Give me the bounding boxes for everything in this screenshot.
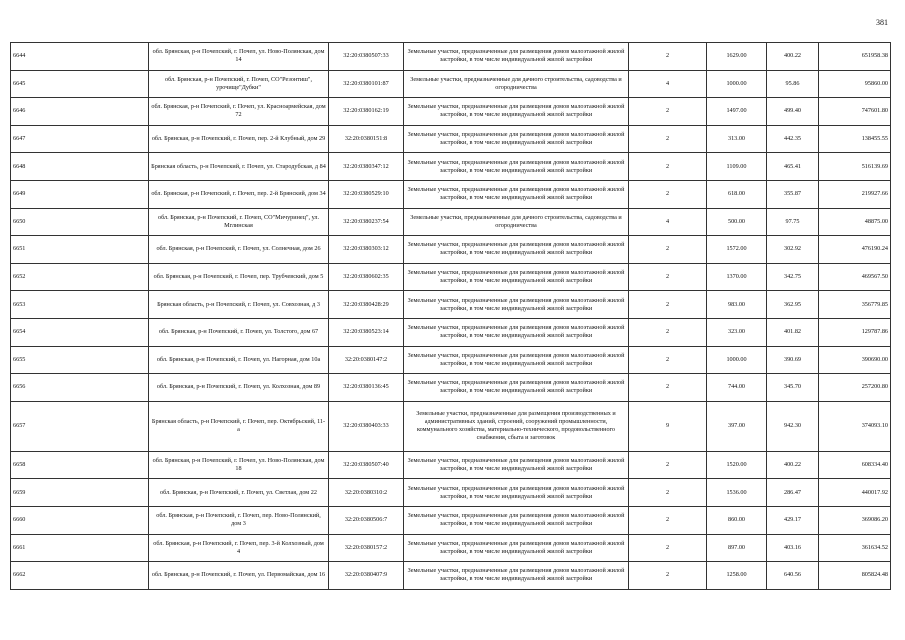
table-row xyxy=(11,98,891,126)
cadastral-value-cell: 129787.86 xyxy=(819,318,891,346)
address-cell: обл. Брянская, р-н Почепский, г. Почеп, ул. Толстого, дом 67 xyxy=(149,318,329,346)
area-cell: 313.00 xyxy=(707,125,767,153)
permitted-use-cell: Земельные участки, предназначенные для размещения домов малоэтажной жилой застройки, в том числе индивидуальной жилой застройки xyxy=(404,506,629,534)
cadastral-value-cell: 469567.50 xyxy=(819,263,891,291)
record-number: 6648 xyxy=(11,153,149,181)
area-cell: 1536.00 xyxy=(707,479,767,507)
record-number: 6658 xyxy=(11,451,149,479)
area-cell: 1370.00 xyxy=(707,263,767,291)
cadastral-value-cell: 138455.55 xyxy=(819,125,891,153)
address-cell: Брянская область, р-н Почепский, г. Почеп, ул. Стародубская, д 84 xyxy=(149,153,329,181)
category-cell: 2 xyxy=(629,43,707,71)
record-number: 6657 xyxy=(11,401,149,451)
record-number: 6659 xyxy=(11,479,149,507)
record-number: 6661 xyxy=(11,534,149,562)
area-cell: 1258.00 xyxy=(707,562,767,590)
cadastral-number-cell: 32:20:0380147:2 xyxy=(329,346,404,374)
address-cell: обл. Брянская, р-н Почепский, г. Почеп, ул. Первомайская, дом 16 xyxy=(149,562,329,590)
category-cell: 2 xyxy=(629,125,707,153)
specific-value-cell: 442.35 xyxy=(767,125,819,153)
cadastral-number-cell: 32:20:0380507:40 xyxy=(329,451,404,479)
address-cell: Брянская область, р-н Почепский, г. Почеп, ул. Совхозная, д 3 xyxy=(149,291,329,319)
cadastral-number-cell: 32:20:0380428:29 xyxy=(329,291,404,319)
table-row xyxy=(11,534,891,562)
cadastral-value-cell: 476190.24 xyxy=(819,236,891,264)
table-row xyxy=(11,346,891,374)
category-cell: 2 xyxy=(629,153,707,181)
permitted-use-cell: Земельные участки, предназначенные для размещения домов малоэтажной жилой застройки, в том числе индивидуальной жилой застройки xyxy=(404,180,629,208)
cadastral-number-cell: 32:20:0380162:19 xyxy=(329,98,404,126)
category-cell: 2 xyxy=(629,291,707,319)
permitted-use-cell: Земельные участки, предназначенные для дачного строительства, садоводства и огородничества xyxy=(404,70,629,98)
permitted-use-cell: Земельные участки, предназначенные для размещения домов малоэтажной жилой застройки, в том числе индивидуальной жилой застройки xyxy=(404,263,629,291)
record-number: 6653 xyxy=(11,291,149,319)
category-cell: 4 xyxy=(629,70,707,98)
area-cell: 1629.00 xyxy=(707,43,767,71)
specific-value-cell: 355.87 xyxy=(767,180,819,208)
specific-value-cell: 403.16 xyxy=(767,534,819,562)
permitted-use-cell: Земельные участки, предназначенные для размещения домов малоэтажной жилой застройки, в том числе индивидуальной жилой застройки xyxy=(404,125,629,153)
cadastral-number-cell: 32:20:0380136:45 xyxy=(329,374,404,402)
cadastral-value-cell: 374093.10 xyxy=(819,401,891,451)
record-number: 6660 xyxy=(11,506,149,534)
cadastral-value-cell: 219927.66 xyxy=(819,180,891,208)
address-cell: обл. Брянская, р-н Почепский, г. Почеп, ул. Колхозная, дом 89 xyxy=(149,374,329,402)
table-row xyxy=(11,43,891,71)
category-cell: 2 xyxy=(629,506,707,534)
category-cell: 2 xyxy=(629,263,707,291)
area-cell: 397.00 xyxy=(707,401,767,451)
cadastral-number-cell: 32:20:0380507:33 xyxy=(329,43,404,71)
area-cell: 1000.00 xyxy=(707,70,767,98)
category-cell: 2 xyxy=(629,346,707,374)
specific-value-cell: 95.86 xyxy=(767,70,819,98)
specific-value-cell: 429.17 xyxy=(767,506,819,534)
record-number: 6654 xyxy=(11,318,149,346)
cadastral-number-cell: 32:20:0380303:12 xyxy=(329,236,404,264)
cadastral-value-cell: 608334.40 xyxy=(819,451,891,479)
cadastral-number-cell: 32:20:0380407:9 xyxy=(329,562,404,590)
table-row xyxy=(11,318,891,346)
specific-value-cell: 342.75 xyxy=(767,263,819,291)
cadastral-number-cell: 32:20:0380506:7 xyxy=(329,506,404,534)
permitted-use-cell: Земельные участки, предназначенные для размещения домов малоэтажной жилой застройки, в том числе индивидуальной жилой застройки xyxy=(404,374,629,402)
permitted-use-cell: Земельные участки, предназначенные для размещения домов малоэтажной жилой застройки, в том числе индивидуальной жилой застройки xyxy=(404,98,629,126)
table-row xyxy=(11,479,891,507)
area-cell: 744.00 xyxy=(707,374,767,402)
specific-value-cell: 302.92 xyxy=(767,236,819,264)
cadastral-value-cell: 440017.92 xyxy=(819,479,891,507)
permitted-use-cell: Земельные участки, предназначенные для размещения домов малоэтажной жилой застройки, в том числе индивидуальной жилой застройки xyxy=(404,451,629,479)
specific-value-cell: 942.30 xyxy=(767,401,819,451)
specific-value-cell: 499.40 xyxy=(767,98,819,126)
table-row xyxy=(11,263,891,291)
record-number: 6647 xyxy=(11,125,149,153)
category-cell: 2 xyxy=(629,479,707,507)
specific-value-cell: 97.75 xyxy=(767,208,819,236)
table-row xyxy=(11,451,891,479)
record-number: 6644 xyxy=(11,43,149,71)
category-cell: 2 xyxy=(629,180,707,208)
category-cell: 2 xyxy=(629,236,707,264)
area-cell: 983.00 xyxy=(707,291,767,319)
area-cell: 1109.00 xyxy=(707,153,767,181)
permitted-use-cell: Земельные участки, предназначенные для размещения производственных и административных зданий, строений, сооружений промышленности, коммунального хозяйства, материально-технического, продовольственного снабжения, сбыта и заготовок xyxy=(404,401,629,451)
address-cell: обл. Брянская, р-н Почепский, г. Почеп, ул. Ново-Полянская, дом 14 xyxy=(149,43,329,71)
record-number: 6649 xyxy=(11,180,149,208)
cadastral-value-cell: 805824.48 xyxy=(819,562,891,590)
record-number: 6662 xyxy=(11,562,149,590)
cadastral-number-cell: 32:20:0380403:33 xyxy=(329,401,404,451)
cadastral-value-cell: 257200.80 xyxy=(819,374,891,402)
specific-value-cell: 465.41 xyxy=(767,153,819,181)
address-cell: обл. Брянская, р-н Почепский, г. Почеп, пер. Ново-Полянский, дом 3 xyxy=(149,506,329,534)
record-number: 6655 xyxy=(11,346,149,374)
cadastral-number-cell: 32:20:0380602:35 xyxy=(329,263,404,291)
category-cell: 4 xyxy=(629,208,707,236)
cadastral-number-cell: 32:20:0380151:8 xyxy=(329,125,404,153)
area-cell: 897.00 xyxy=(707,534,767,562)
table-row xyxy=(11,562,891,590)
cadastral-number-cell: 32:20:0380101:87 xyxy=(329,70,404,98)
permitted-use-cell: Земельные участки, предназначенные для размещения домов малоэтажной жилой застройки, в том числе индивидуальной жилой застройки xyxy=(404,291,629,319)
permitted-use-cell: Земельные участки, предназначенные для размещения домов малоэтажной жилой застройки, в том числе индивидуальной жилой застройки xyxy=(404,346,629,374)
record-number: 6646 xyxy=(11,98,149,126)
table-row xyxy=(11,153,891,181)
cadastral-number-cell: 32:20:0380523:14 xyxy=(329,318,404,346)
specific-value-cell: 640.56 xyxy=(767,562,819,590)
specific-value-cell: 390.69 xyxy=(767,346,819,374)
table-row xyxy=(11,374,891,402)
area-cell: 500.00 xyxy=(707,208,767,236)
table-row xyxy=(11,125,891,153)
address-cell: обл. Брянская, р-н Почепский, г. Почеп, СО"Мичуринец", ул. Мглинская xyxy=(149,208,329,236)
category-cell: 9 xyxy=(629,401,707,451)
cadastral-number-cell: 32:20:0380237:54 xyxy=(329,208,404,236)
table-row xyxy=(11,208,891,236)
table-row xyxy=(11,291,891,319)
record-number: 6652 xyxy=(11,263,149,291)
address-cell: обл. Брянская, р-н Почепский, г. Почеп, СО"Резонтиш", урочище"Дубки" xyxy=(149,70,329,98)
area-cell: 1497.00 xyxy=(707,98,767,126)
cadastral-number-cell: 32:20:0380157:2 xyxy=(329,534,404,562)
address-cell: обл. Брянская, р-н Почепский, г. Почеп, ул. Ново-Полянская, дом 18 xyxy=(149,451,329,479)
permitted-use-cell: Земельные участки, предназначенные для дачного строительства, садоводства и огородничества xyxy=(404,208,629,236)
category-cell: 2 xyxy=(629,318,707,346)
table-row xyxy=(11,70,891,98)
address-cell: Брянская область, р-н Почепский, г. Почеп, пер. Октябрьский, 11-а xyxy=(149,401,329,451)
cadastral-value-cell: 651958.38 xyxy=(819,43,891,71)
address-cell: обл. Брянская, р-н Почепский, г. Почеп, пер. Трубчевский, дом 5 xyxy=(149,263,329,291)
category-cell: 2 xyxy=(629,98,707,126)
permitted-use-cell: Земельные участки, предназначенные для размещения домов малоэтажной жилой застройки, в том числе индивидуальной жилой застройки xyxy=(404,153,629,181)
permitted-use-cell: Земельные участки, предназначенные для размещения домов малоэтажной жилой застройки, в том числе индивидуальной жилой застройки xyxy=(404,479,629,507)
permitted-use-cell: Земельные участки, предназначенные для размещения домов малоэтажной жилой застройки, в том числе индивидуальной жилой застройки xyxy=(404,562,629,590)
table-row xyxy=(11,236,891,264)
page-number: 381 xyxy=(876,18,888,27)
cadastral-value-cell: 516139.69 xyxy=(819,153,891,181)
address-cell: обл. Брянская, р-н Почепский, г. Почеп, ул. Солнечная, дом 26 xyxy=(149,236,329,264)
cadastral-value-cell: 48875.00 xyxy=(819,208,891,236)
category-cell: 2 xyxy=(629,562,707,590)
permitted-use-cell: Земельные участки, предназначенные для размещения домов малоэтажной жилой застройки, в том числе индивидуальной жилой застройки xyxy=(404,318,629,346)
record-number: 6656 xyxy=(11,374,149,402)
permitted-use-cell: Земельные участки, предназначенные для размещения домов малоэтажной жилой застройки, в том числе индивидуальной жилой застройки xyxy=(404,236,629,264)
land-registry-table xyxy=(10,42,891,590)
cadastral-value-cell: 390690.00 xyxy=(819,346,891,374)
category-cell: 2 xyxy=(629,451,707,479)
category-cell: 2 xyxy=(629,374,707,402)
cadastral-value-cell: 95860.00 xyxy=(819,70,891,98)
table-row xyxy=(11,506,891,534)
specific-value-cell: 400.22 xyxy=(767,451,819,479)
permitted-use-cell: Земельные участки, предназначенные для размещения домов малоэтажной жилой застройки, в том числе индивидуальной жилой застройки xyxy=(404,43,629,71)
table-body xyxy=(11,43,891,590)
address-cell: обл. Брянская, р-н Почепский, г. Почеп, пер. 2-й Клубный, дом 29 xyxy=(149,125,329,153)
address-cell: обл. Брянская, р-н Почепский, г. Почеп, ул. Нагорная, дом 10а xyxy=(149,346,329,374)
specific-value-cell: 401.82 xyxy=(767,318,819,346)
table-row xyxy=(11,401,891,451)
record-number: 6645 xyxy=(11,70,149,98)
cadastral-value-cell: 356779.85 xyxy=(819,291,891,319)
area-cell: 323.00 xyxy=(707,318,767,346)
specific-value-cell: 362.95 xyxy=(767,291,819,319)
address-cell: обл. Брянская, р-н Почепский, г. Почеп, ул. Светлая, дом 22 xyxy=(149,479,329,507)
cadastral-number-cell: 32:20:0380310:2 xyxy=(329,479,404,507)
address-cell: обл. Брянская, р-н Почепский, г. Почеп, пер. 2-й Брянский, дом 34 xyxy=(149,180,329,208)
cadastral-number-cell: 32:20:0380529:10 xyxy=(329,180,404,208)
area-cell: 618.00 xyxy=(707,180,767,208)
area-cell: 1000.00 xyxy=(707,346,767,374)
specific-value-cell: 286.47 xyxy=(767,479,819,507)
specific-value-cell: 400.22 xyxy=(767,43,819,71)
permitted-use-cell: Земельные участки, предназначенные для размещения домов малоэтажной жилой застройки, в том числе индивидуальной жилой застройки xyxy=(404,534,629,562)
cadastral-value-cell: 361634.52 xyxy=(819,534,891,562)
cadastral-value-cell: 369086.20 xyxy=(819,506,891,534)
cadastral-number-cell: 32:20:0380347:12 xyxy=(329,153,404,181)
table-row xyxy=(11,180,891,208)
area-cell: 1572.00 xyxy=(707,236,767,264)
area-cell: 860.00 xyxy=(707,506,767,534)
address-cell: обл. Брянская, р-н Почепский, г. Почеп, пер. 3-й Колхозный, дом 4 xyxy=(149,534,329,562)
cadastral-value-cell: 747601.80 xyxy=(819,98,891,126)
record-number: 6651 xyxy=(11,236,149,264)
record-number: 6650 xyxy=(11,208,149,236)
specific-value-cell: 345.70 xyxy=(767,374,819,402)
category-cell: 2 xyxy=(629,534,707,562)
address-cell: обл. Брянская, р-н Почепский, г. Почеп, ул. Красноармейская, дом 72 xyxy=(149,98,329,126)
area-cell: 1520.00 xyxy=(707,451,767,479)
